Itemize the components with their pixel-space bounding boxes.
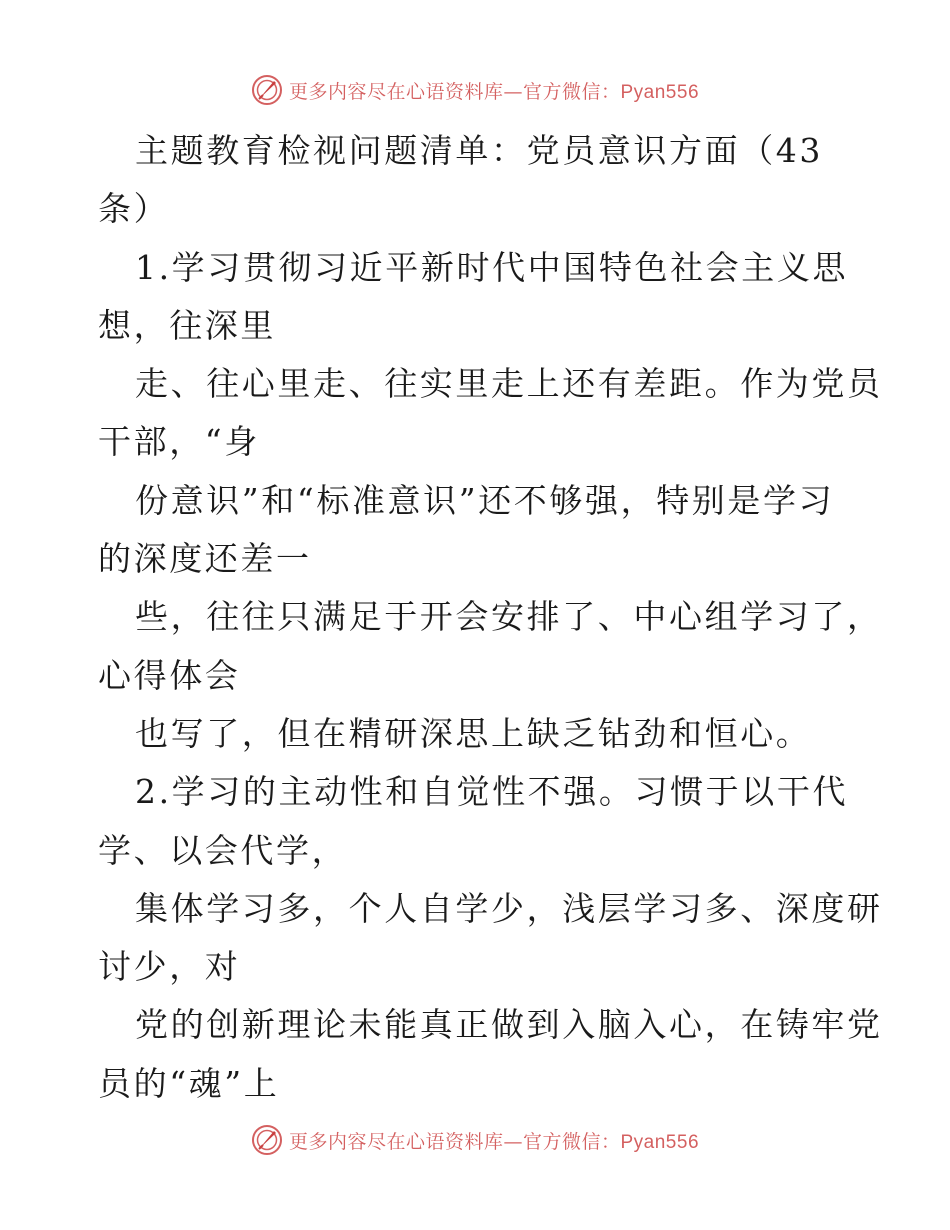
document-line: 2.学习的主动性和自觉性不强。习惯于以干代 [135,772,849,812]
footer-watermark [0,1122,950,1158]
document-line: 想，往深里 [98,305,276,345]
watermark-label: 更多内容尽在心语资料库—官方微信： [288,1130,621,1153]
document-line: 些，往往只满足于开会安排了、中心组学习了， [135,597,883,637]
watermark-wechat-id: Pyan556 [620,81,700,103]
document-line: 1.学习贯彻习近平新时代中国特色社会主义思 [135,247,849,287]
document-body [98,122,883,1113]
document-line: 的深度还差一 [98,539,312,579]
document-line: 集体学习多，个人自学少，浅层学习多、深度研 [135,888,883,928]
document-line: 干部，“身 [98,422,260,462]
document-line: 也写了，但在精研深思上缺乏钻劲和恒心。 [135,713,812,753]
quill-logo-icon [251,74,283,106]
watermark-label: 更多内容尽在心语资料库—官方微信： [288,80,621,103]
document-line: 走、往心里走、往实里走上还有差距。作为党员 [135,364,883,404]
header-watermark [0,72,950,108]
document-line: 党的创新理论未能真正做到入脑入心，在铸牢党 [135,1005,883,1045]
document-line: 讨少，对 [98,947,241,987]
watermark-wechat-id: Pyan556 [620,1131,700,1153]
document-line: 条） [98,189,170,229]
document-line: 主题教育检视问题清单：党员意识方面（43 [135,131,823,170]
document-line: 份意识”和“标准意识”还不够强，特别是学习 [135,480,835,520]
document-line: 心得体会 [98,655,241,695]
document-line: 员的“魂”上 [98,1063,280,1103]
quill-logo-icon [251,1124,283,1156]
document-line: 学、以会代学， [98,830,348,870]
